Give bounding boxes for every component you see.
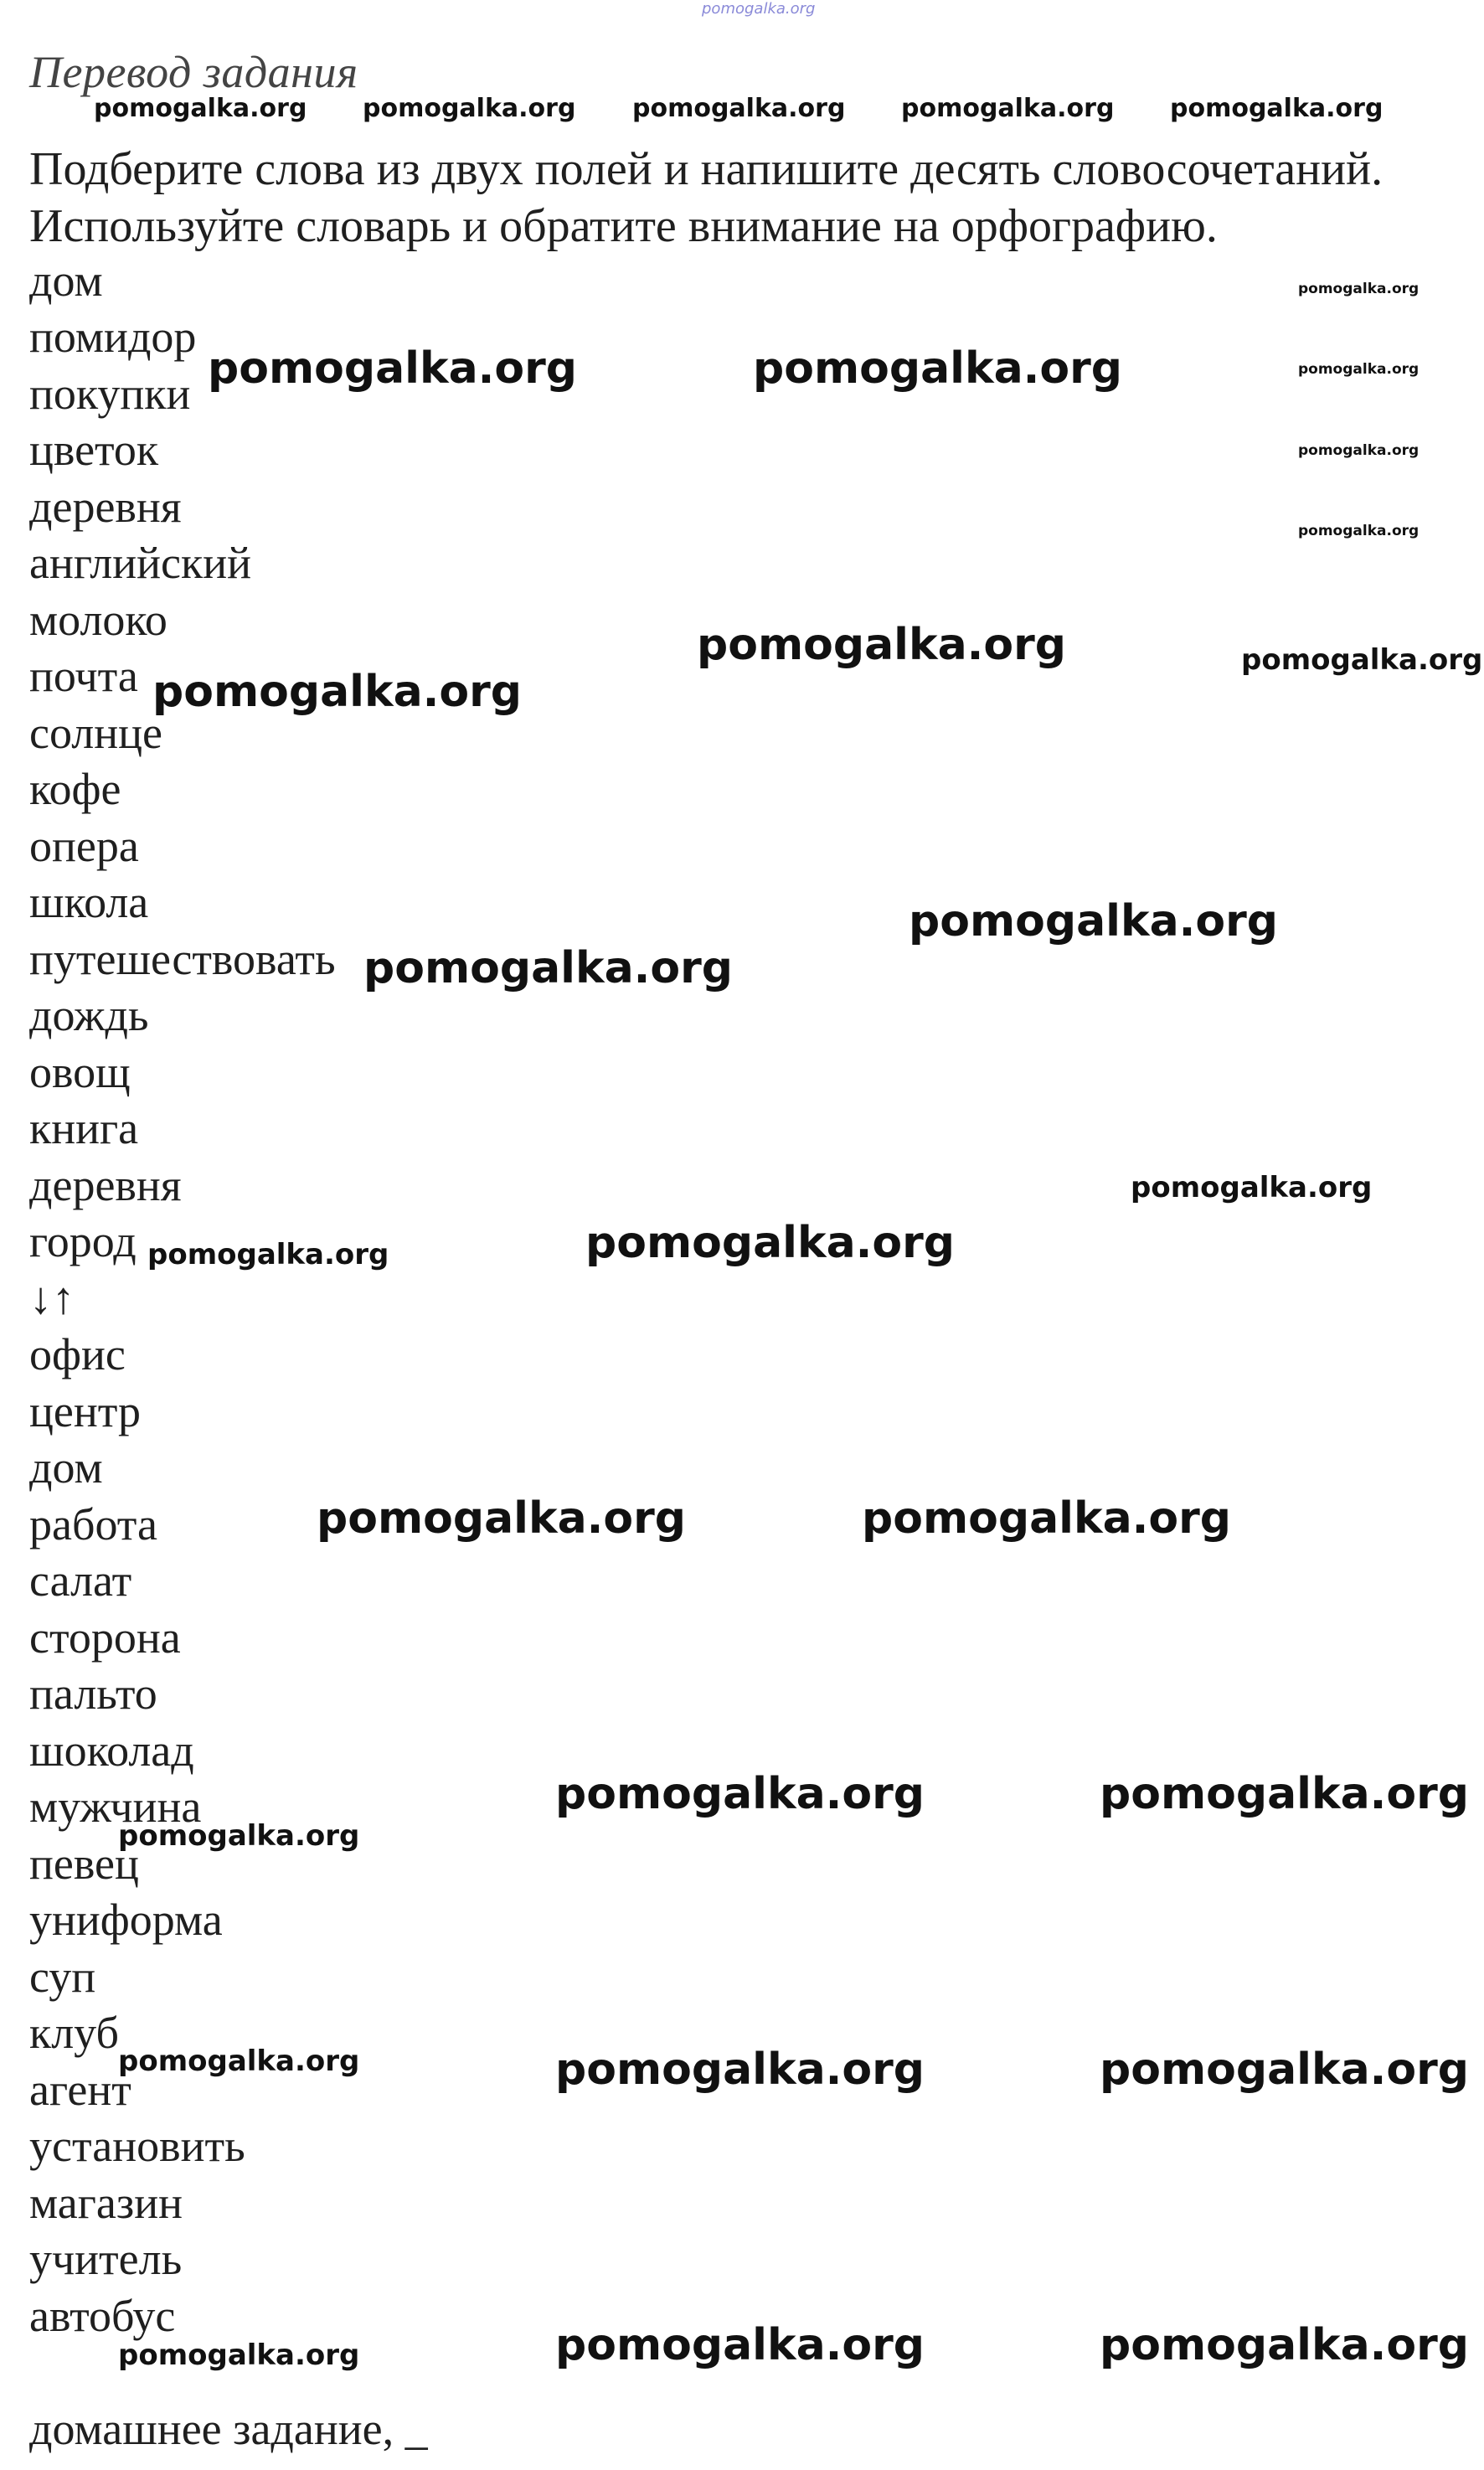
- word-item: магазин: [29, 2178, 183, 2228]
- word-item: дождь: [29, 990, 149, 1040]
- word-item: опера: [29, 821, 139, 871]
- watermark: pomogalka.org: [901, 94, 1115, 123]
- watermark: pomogalka.org: [152, 667, 523, 717]
- word-item: суп: [29, 1952, 96, 2002]
- word-item: салат: [29, 1555, 132, 1606]
- word-item: покупки: [29, 369, 191, 419]
- word-item: город: [29, 1216, 137, 1266]
- watermark: pomogalka.org: [1100, 2045, 1470, 2095]
- word-item: кофе: [29, 764, 121, 814]
- word-item: центр: [29, 1386, 142, 1436]
- word-item: сторона: [29, 1612, 181, 1663]
- watermark: pomogalka.org: [1298, 523, 1420, 539]
- word-item: молоко: [29, 595, 167, 645]
- word-item: агент: [29, 2065, 131, 2115]
- word-item: пальто: [29, 1668, 157, 1719]
- watermark: pomogalka.org: [317, 1493, 687, 1544]
- word-item: цветок: [29, 425, 159, 475]
- watermark: pomogalka.org: [632, 94, 846, 123]
- watermark: pomogalka.org: [1298, 442, 1420, 459]
- instruction-line: Используйте словарь и обратите внимание на орфографию.: [29, 200, 1218, 252]
- word-item: путешествовать: [29, 934, 336, 984]
- arrows-divider: ↓↑: [29, 1273, 75, 1323]
- watermark: pomogalka.org: [118, 1819, 360, 1853]
- page-title: Перевод задания: [29, 47, 358, 97]
- instruction-line: Подберите слова из двух полей и напишите десять словосочетаний.: [29, 143, 1384, 195]
- watermark: pomogalka.org: [118, 2339, 360, 2372]
- watermark: pomogalka.org: [118, 2045, 360, 2078]
- watermark: pomogalka.org: [208, 343, 578, 394]
- watermark: pomogalka.org: [555, 2320, 925, 2370]
- word-item: школа: [29, 877, 149, 927]
- watermark: pomogalka.org: [1170, 94, 1384, 123]
- watermark: pomogalka.org: [753, 343, 1123, 394]
- word-item: почта: [29, 651, 138, 701]
- word-item: дом: [29, 1442, 103, 1493]
- watermark: pomogalka.org: [555, 2045, 925, 2095]
- watermark: pomogalka.org: [555, 1769, 925, 1819]
- watermark: pomogalka.org: [363, 943, 734, 993]
- word-item: клуб: [29, 2008, 119, 2058]
- word-item: помидор: [29, 312, 197, 362]
- watermark: pomogalka.org: [1131, 1171, 1373, 1204]
- watermark: pomogalka.org: [147, 1238, 389, 1271]
- watermark: pomogalka.org: [1100, 1769, 1470, 1819]
- word-item: офис: [29, 1329, 126, 1379]
- watermark: pomogalka.org: [1241, 643, 1483, 677]
- watermark: pomogalka.org: [1100, 2320, 1470, 2370]
- word-item: овощ: [29, 1047, 131, 1097]
- top-watermark: pomogalka.org: [702, 0, 816, 18]
- word-item: автобус: [29, 2291, 176, 2341]
- word-item: солнце: [29, 708, 162, 758]
- word-item: шоколад: [29, 1725, 194, 1776]
- word-item: униформа: [29, 1895, 223, 1945]
- watermark: pomogalka.org: [862, 1493, 1232, 1544]
- word-item: работа: [29, 1499, 157, 1550]
- example-phrase: домашнее задание, _: [29, 2404, 428, 2454]
- watermark: pomogalka.org: [1298, 281, 1420, 297]
- word-item: дом: [29, 255, 103, 306]
- watermark: pomogalka.org: [363, 94, 576, 123]
- word-item: мужчина: [29, 1782, 202, 1832]
- watermark: pomogalka.org: [697, 620, 1067, 670]
- word-item: певец: [29, 1838, 139, 1889]
- word-item: установить: [29, 2121, 245, 2171]
- word-item: деревня: [29, 1160, 182, 1210]
- task-instructions: [29, 141, 1470, 255]
- watermark: pomogalka.org: [1298, 361, 1420, 378]
- word-item: учитель: [29, 2234, 183, 2284]
- watermark: pomogalka.org: [585, 1218, 956, 1268]
- watermark: pomogalka.org: [909, 896, 1279, 946]
- word-item: деревня: [29, 482, 182, 532]
- word-item: книга: [29, 1103, 139, 1153]
- word-item: английский: [29, 538, 252, 588]
- watermark: pomogalka.org: [94, 94, 307, 123]
